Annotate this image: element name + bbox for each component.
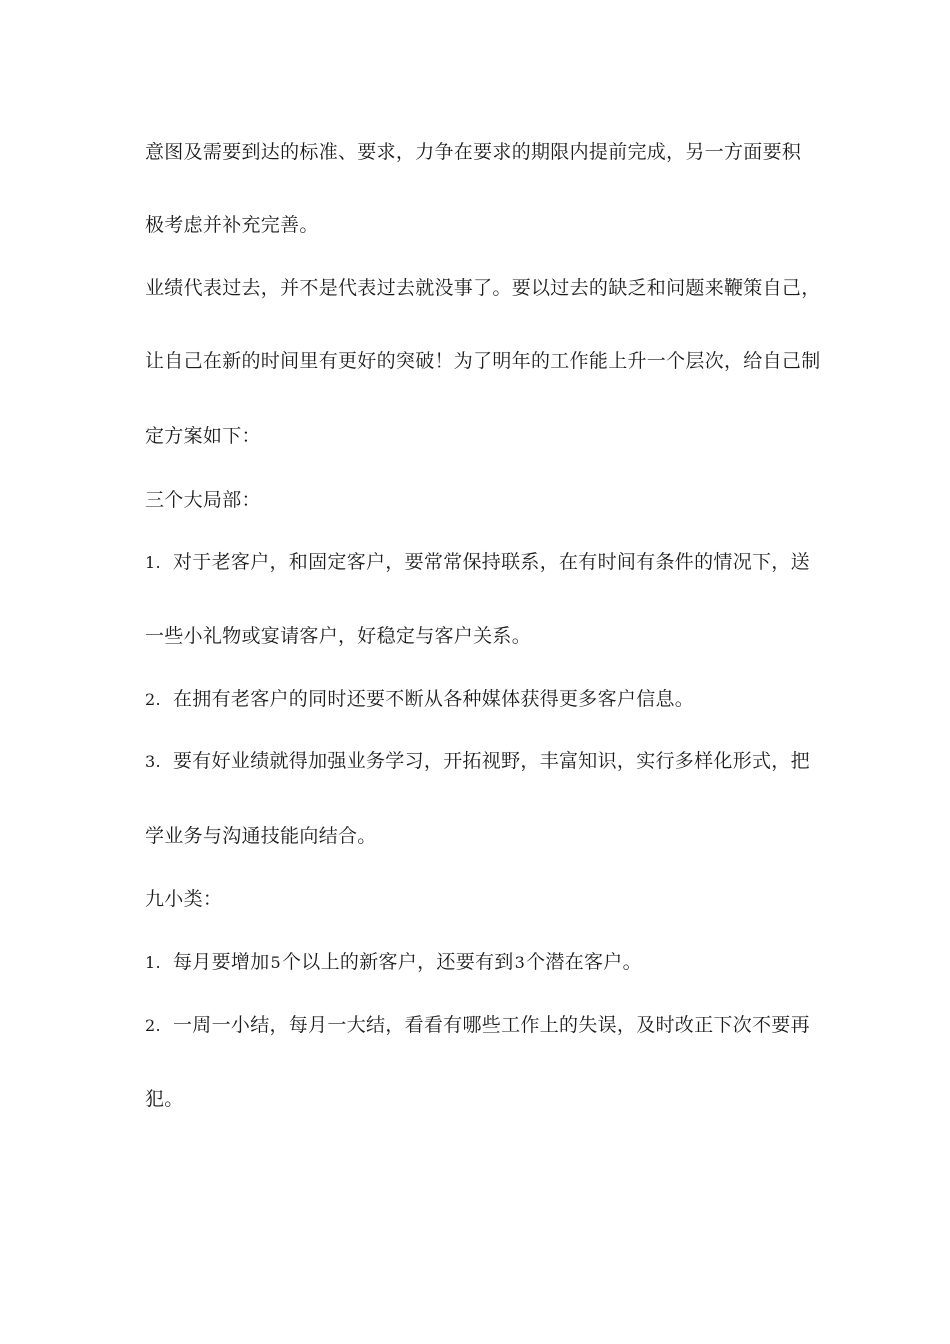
list-item-text: 在拥有老客户的同时还要不断从各种媒体获得更多客户信息。 (173, 688, 695, 710)
list-item-text: 一周一小结，每月一大结，看看有哪些工作上的失误，及时改正下次不要再 (173, 1014, 810, 1036)
small-item-1-line-1 (145, 949, 815, 976)
inline-number: 3 (514, 953, 526, 972)
intro-line-2: 极考虑并补充完善。 (145, 214, 319, 236)
performance-line-2: 让自己在新的时间里有更好的突破！为了明年的工作能上升一个层次，给自己制 (145, 350, 821, 372)
list-number: 1. (145, 553, 161, 572)
performance-line-3: 定方案如下： (145, 425, 261, 447)
list-item-text-part: 每月要增加 (173, 951, 270, 973)
intro-line-1: 意图及需要到达的标准、要求，力争在要求的期限内提前完成，另一方面要积 (145, 141, 802, 163)
big-item-3-line-2: 学业务与沟通技能向结合。 (145, 825, 377, 847)
list-number: 2. (145, 690, 161, 709)
list-item-text: 要有好业绩就得加强业务学习，开拓视野，丰富知识，实行多样化形式，把 (173, 750, 810, 772)
list-item-text-part: 个潜在客户。 (526, 951, 642, 973)
big-item-1-line-1 (145, 549, 815, 576)
list-item-text-part: 个以上的新客户，还要有到 (282, 951, 514, 973)
list-number: 1. (145, 953, 161, 972)
big-item-1-line-2: 一些小礼物或宴请客户，好稳定与客户关系。 (145, 625, 532, 647)
big-item-3-line-1 (145, 748, 815, 775)
section-heading-small: 九小类： (145, 888, 223, 910)
performance-line-1: 业绩代表过去，并不是代表过去就没事了。要以过去的缺乏和问题来鞭策自己， (145, 277, 821, 299)
big-item-2-line-1 (145, 686, 815, 713)
list-number: 2. (145, 1016, 161, 1035)
section-heading-big: 三个大局部： (145, 489, 261, 511)
list-number: 3. (145, 752, 161, 771)
list-item-text: 对于老客户，和固定客户，要常常保持联系，在有时间有条件的情况下，送 (173, 551, 810, 573)
small-item-2-line-1 (145, 1012, 815, 1039)
inline-number: 5 (270, 953, 281, 972)
small-item-2-line-2: 犯。 (145, 1088, 184, 1110)
